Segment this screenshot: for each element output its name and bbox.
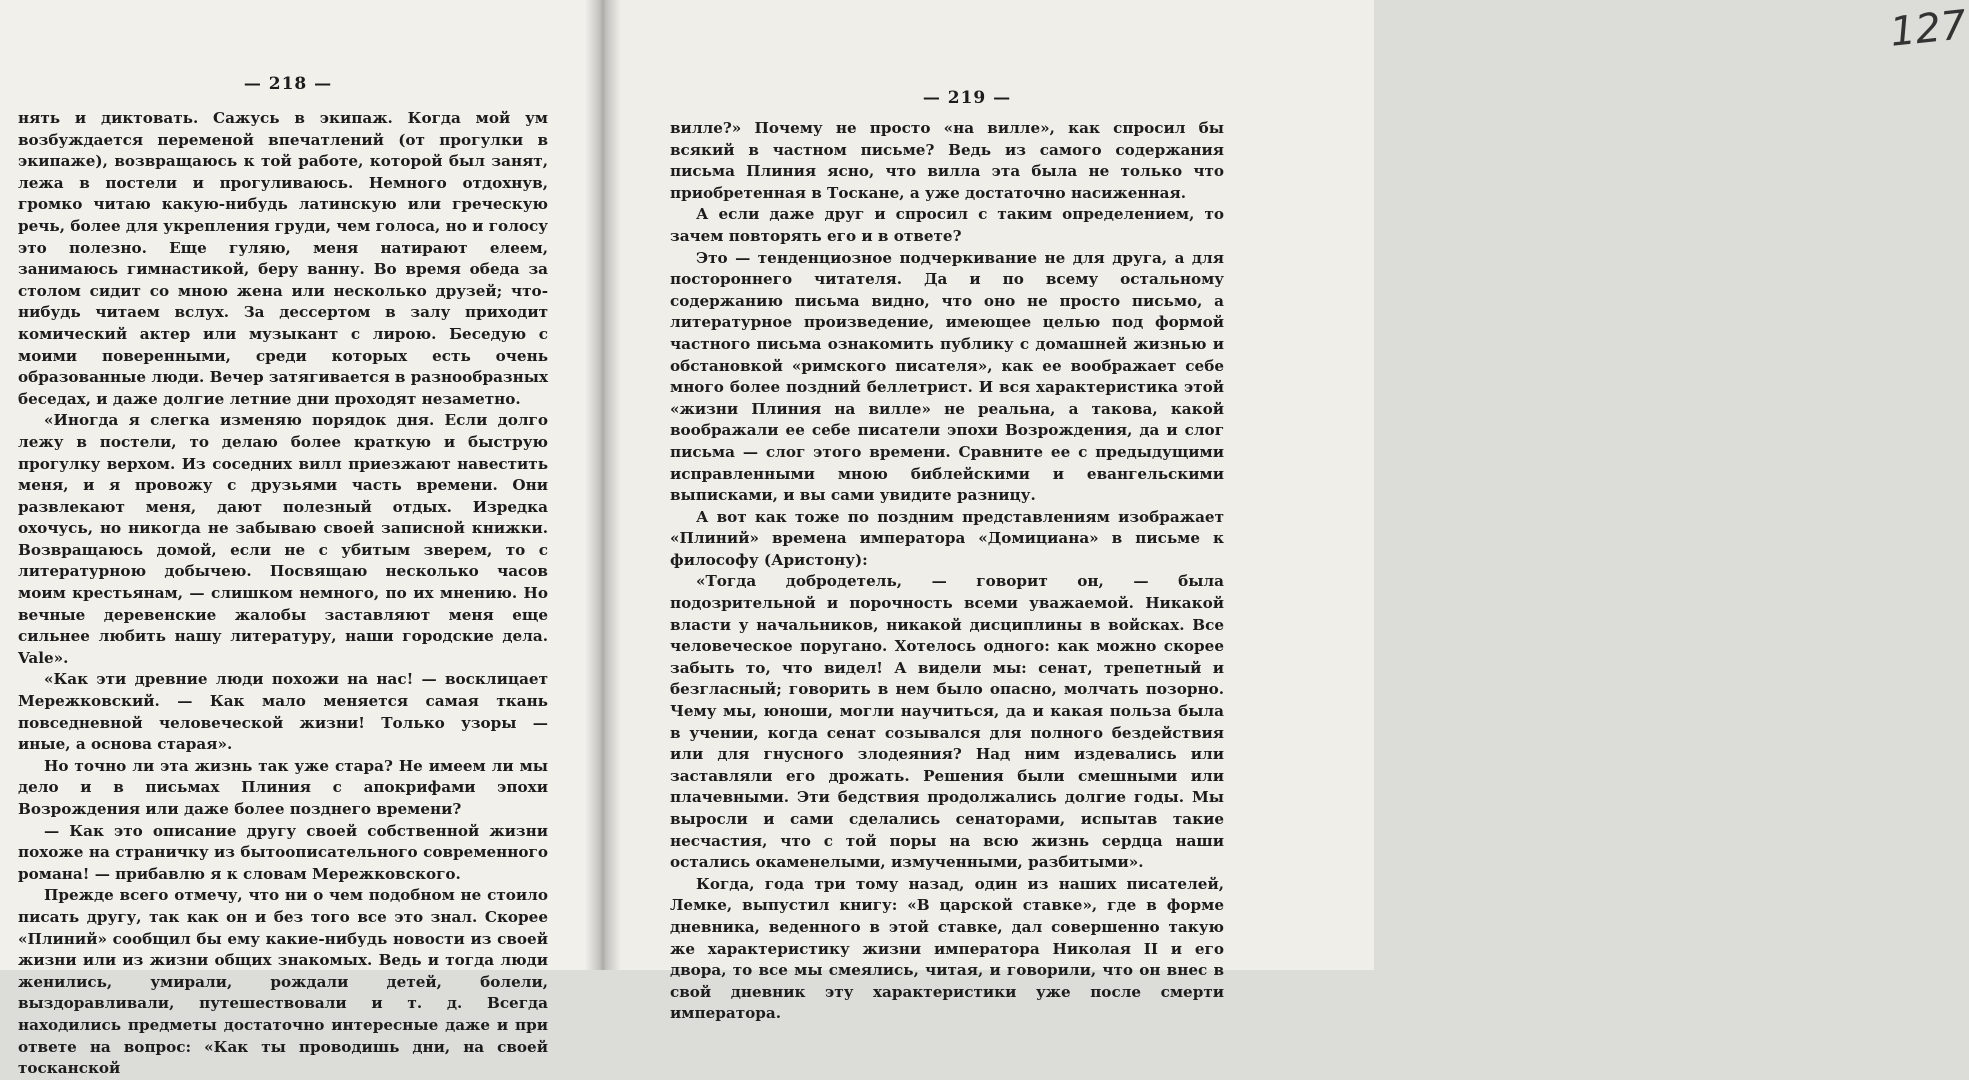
right-page — [598, 0, 1969, 1023]
paragraph: А если даже друг и спросил с таким определением, то зачем повторять его и в ответе? — [670, 205, 1224, 245]
paragraph: Когда, года три тому назад, один из наших писателей, Лемке, выпустил книгу: «В царской ставке», где в форме дневника, веденного в этой ставке, дал совершенно такую же характеристику жизни императора Николая II и его двора, то все мы смеялись, читая, и говорили, что он внес в свой дневник эту характеристики уже после смерти императора. — [670, 874, 1224, 1023]
paragraph: А вот как тоже по поздним представлениям изображает «Плиний» времена императора «Домициана» в письме к философу (Аристону): — [670, 507, 1224, 569]
page-number-left: — 218 — — [243, 74, 333, 94]
paragraph: Прежде всего отмечу, что ни о чем подобном не стоило писать другу, так как он и без того все это знал. Скорее «Плиний» сообщил бы ему какие-нибудь новости из своей жизни или из жизни общих знакомых. Ведь и тогда люди женились, умирали, рождали детей, болели, выздоравливали, путешествовали и т. д. Всегда находились предметы достаточно интересные даже и при ответе на вопрос: «Как ты проводишь дни, на своей тосканской — [18, 886, 548, 1078]
right-page-text — [670, 118, 1224, 1025]
paragraph: нять и диктовать. Сажусь в экипаж. Когда мой ум возбуждается переменой впечатлений (от прогулки в экипаже), возвращаюсь к той работе, которой был занят, лежа в постели и прогуливаюсь. Немного отдохнув, громко читаю какую-нибудь латинскую или греческую речь, более для укрепления груди, чем голоса, но и голосу это полезно. Еще гуляю, меня натирают елеем, занимаюсь гимнастикой, беру ванну. Во время обеда за столом сидит со мною жена или несколько друзей; что-нибудь читаем вслух. За дессертом в залу приходит комический актер или музыкант с лирою. Беседую с моими поверенными, среди которых есть очень образованные люди. Вечер затягивается в разнообразных беседах, и даже долгие летние дни проходят незаметно. — [18, 109, 548, 408]
paragraph: — Как это описание другу своей собственной жизни похоже на страничку из бытоописательного современного романа! — прибавлю я к словам Мережковского. — [18, 821, 548, 883]
left-page-text — [18, 108, 548, 1080]
left-page — [0, 0, 598, 1078]
paragraph: Это — тенденциозное подчеркивание не для друга, а для постороннего читателя. Да и по всему остальному содержанию письма видно, что оно не просто письмо, а литературное произведение, имеющее целью под формой частного письма ознакомить публику с домашней жизнью и обстановкой «римского писателя», как ее воображает себе много более поздний беллетрист. И вся характеристика этой «жизни Плиния на вилле» не реальна, а такова, какой воображали ее себе писатели эпохи Возрождения, да и слог письма — слог этого времени. Сравните ее с предыдущими исправленными мною библейскими и евангельскими выписками, и вы сами увидите разницу. — [670, 248, 1224, 505]
book-gutter-shadow — [585, 0, 621, 970]
paragraph: «Иногда я слегка изменяю порядок дня. Если долго лежу в постели, то делаю более краткую и быструю прогулку верхом. Из соседних вилл приезжают навестить меня, и я провожу с друзьями часть времени. Они развлекают меня, дают полезный отдых. Изредка охочусь, но никогда не забываю своей записной книжки. Возвращаюсь домой, если не с убитым зверем, то с литературною добычею. Посвящаю несколько часов моим крестьянам, — слишком немного, по их мнению. Но вечные деревенские жалобы заставляют меня еще сильнее любить нашу литературу, наши городские дела. Vale». — [18, 411, 548, 667]
paragraph: «Как эти древние люди похожи на нас! — восклицает Мережковский. — Как мало меняется самая ткань повседневной человеческой жизни! Только узоры — иные, а основа старая». — [18, 670, 548, 754]
handwritten-folio-mark: 127 — [1887, 2, 1969, 56]
paragraph: «Тогда добродетель, — говорит он, — была подозрительной и порочность всеми уважаемой. Никакой власти у начальников, никакой дисциплины в войсках. Все человеческое поругано. Хотелось одного: как можно скорее забыть то, что видел! А видели мы: сенат, трепетный и безгласный; говорить в нем было опасно, молчать позорно. Чему мы, юноши, могли научиться, да и какая польза была в учении, когда сенат созывался для полного бездействия или для гнусного злодеяния? Над ним издевались или заставляли его дрожать. Решения были смешными или плачевными. Эти бедствия продолжались долгие годы. Мы выросли и сами сделались сенаторами, испытав такие несчастия, что с той поры на всю жизнь сердца наши остались окаменелыми, измученными, разбитыми». — [670, 572, 1224, 872]
paragraph: вилле?» Почему не просто «на вилле», как спросил бы всякий в частном письме? Ведь из самого содержания письма Плиния ясно, что вилла эта была не только что приобретенная в Тоскане, а уже достаточно насиженная. — [670, 119, 1224, 202]
paragraph: Но точно ли эта жизнь так уже стара? Не имеем ли мы дело и в письмах Плиния с апокрифами эпохи Возрождения или даже более позднего времени? — [18, 756, 548, 818]
page-number-right: — 219 — — [922, 88, 1012, 108]
